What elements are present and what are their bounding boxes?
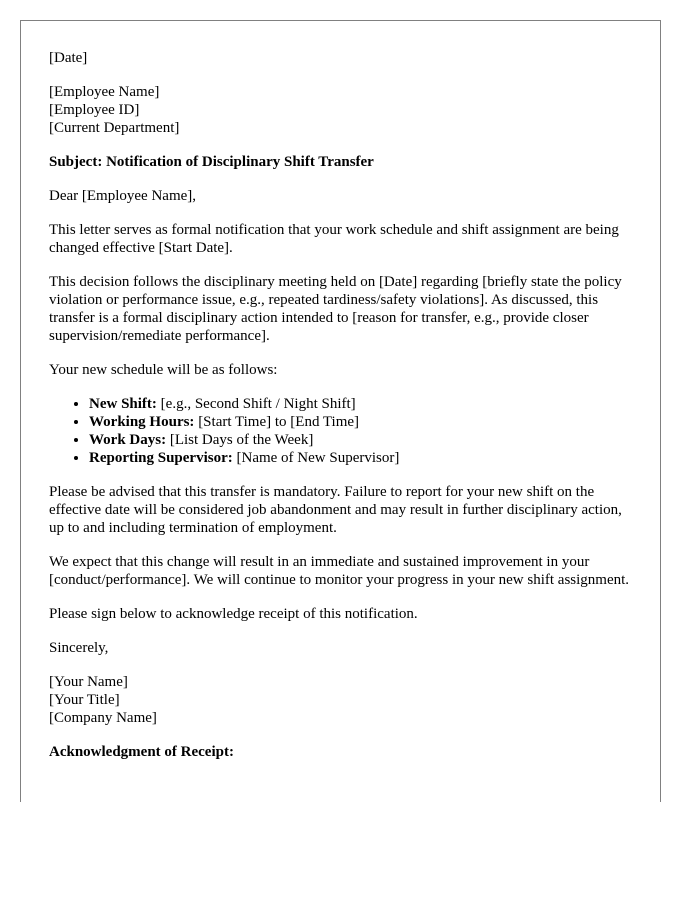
intro-text: This letter serves as formal notification that your work schedule and shift assignment are being changed effective [Start Date]. bbox=[49, 222, 619, 256]
closing-text: Sincerely, bbox=[49, 640, 109, 656]
subject-block bbox=[49, 153, 632, 171]
schedule-term: New Shift: bbox=[89, 396, 157, 412]
list-item bbox=[89, 395, 632, 413]
expectation-text: We expect that this change will result in an immediate and sustained improvement in your [conduct/performance]. We will continue to monitor your progress in your new shift assignment. bbox=[49, 554, 630, 588]
recipient-name: [Employee Name] bbox=[49, 84, 160, 100]
sender-block bbox=[49, 673, 632, 727]
list-item bbox=[89, 449, 632, 467]
recipient-id: [Employee ID] bbox=[49, 102, 140, 118]
sign-request-paragraph bbox=[49, 605, 632, 623]
sign-request-text: Please sign below to acknowledge receipt of this notification. bbox=[49, 606, 418, 622]
list-item bbox=[89, 431, 632, 449]
reason-paragraph bbox=[49, 273, 632, 345]
schedule-list bbox=[49, 395, 632, 467]
schedule-intro-paragraph bbox=[49, 361, 632, 379]
schedule-term: Working Hours: bbox=[89, 414, 195, 430]
schedule-intro-text: Your new schedule will be as follows: bbox=[49, 362, 278, 378]
letter-date: [Date] bbox=[49, 50, 88, 66]
date-block bbox=[49, 49, 632, 67]
closing-block bbox=[49, 639, 632, 657]
salutation: Dear [Employee Name], bbox=[49, 188, 197, 204]
schedule-term: Work Days: bbox=[89, 432, 167, 448]
intro-paragraph bbox=[49, 221, 632, 257]
mandatory-paragraph bbox=[49, 483, 632, 537]
salutation-block bbox=[49, 187, 632, 205]
expectation-paragraph bbox=[49, 553, 632, 589]
schedule-value: [List Days of the Week] bbox=[166, 432, 314, 448]
schedule-value: [e.g., Second Shift / Night Shift] bbox=[156, 396, 356, 412]
acknowledgment-heading: Acknowledgment of Receipt: bbox=[49, 744, 234, 760]
schedule-value: [Start Time] to [End Time] bbox=[194, 414, 360, 430]
letter-page bbox=[20, 20, 661, 802]
list-item bbox=[89, 413, 632, 431]
sender-title: [Your Title] bbox=[49, 692, 120, 708]
schedule-value: [Name of New Supervisor] bbox=[232, 450, 400, 466]
recipient-department: [Current Department] bbox=[49, 120, 180, 136]
schedule-term: Reporting Supervisor: bbox=[89, 450, 233, 466]
sender-company: [Company Name] bbox=[49, 710, 157, 726]
mandatory-text: Please be advised that this transfer is mandatory. Failure to report for your new shift on the effective date will be considered job abandonment and may result in further disciplinary action, up to and including termination of employment. bbox=[49, 484, 622, 536]
recipient-block bbox=[49, 83, 632, 137]
sender-name: [Your Name] bbox=[49, 674, 128, 690]
reason-text: This decision follows the disciplinary meeting held on [Date] regarding [briefly state the policy violation or performance issue, e.g., repeated tardiness/safety violations]. As discussed, this transfer is a formal disciplinary action intended to [reason for transfer, e.g., provide closer supervision/remediate performance]. bbox=[49, 274, 622, 344]
subject-line: Subject: Notification of Disciplinary Shift Transfer bbox=[49, 154, 374, 170]
